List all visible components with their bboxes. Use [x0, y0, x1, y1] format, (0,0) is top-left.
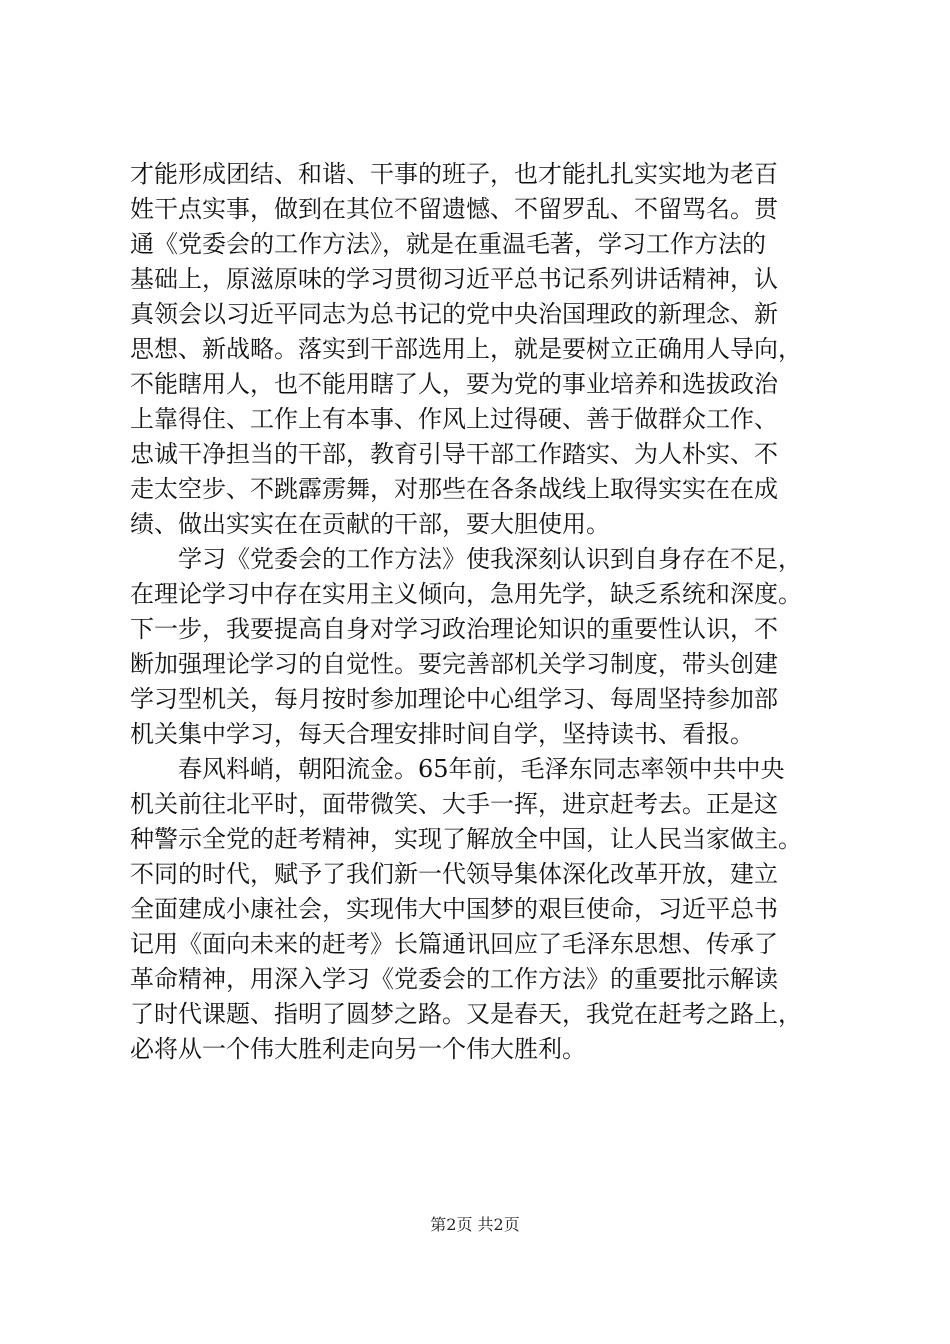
text-line: 上靠得住、工作上有本事、作风上过得硬、善于做群众工作、	[130, 405, 778, 433]
text-line: 走太空步、不跳霹雳舞，对那些在各条战线上取得实实在在成	[130, 475, 778, 503]
text-line: 思想、新战略。落实到干部选用上，就是要树立正确用人导向，	[130, 335, 802, 363]
text-line: 必将从一个伟大胜利走向另一个伟大胜利。	[130, 1035, 586, 1063]
text-line: 不能瞎用人，也不能用瞎了人，要为党的事业培养和选拔政治	[130, 370, 778, 398]
text-line: 忠诚干净担当的干部，教育引导干部工作踏实、为人朴实、不	[130, 440, 778, 468]
text-line: 真领会以习近平同志为总书记的党中央治国理政的新理念、新	[130, 300, 778, 328]
text-line: 机关前往北平时，面带微笑、大手一挥，进京赶考去。正是这	[130, 790, 778, 818]
text-line: 记用《面向未来的赶考》长篇通讯回应了毛泽东思想、传承了	[130, 930, 778, 958]
text-line: 不同的时代，赋予了我们新一代领导集体深化改革开放，建立	[130, 860, 778, 888]
text-line: 在理论学习中存在实用主义倾向，急用先学，缺乏系统和深度。	[130, 580, 802, 608]
page-footer: 第2页 共2页	[430, 1215, 520, 1234]
text-line: 基础上，原滋原味的学习贯彻习近平总书记系列讲话精神，认	[130, 265, 778, 293]
text-line: 断加强理论学习的自觉性。要完善部机关学习制度，带头创建	[130, 650, 778, 678]
text-line: 全面建成小康社会，实现伟大中国梦的艰巨使命，习近平总书	[130, 895, 778, 923]
text-line: 才能形成团结、和谐、干事的班子，也才能扎扎实实地为老百	[130, 160, 778, 188]
text-line: 了时代课题、指明了圆梦之路。又是春天，我党在赶考之路上，	[130, 1000, 802, 1028]
text-line: 学习型机关，每月按时参加理论中心组学习、每周坚持参加部	[130, 685, 778, 713]
paragraph-start-line: 学习《党委会的工作方法》使我深刻认识到自身存在不足，	[178, 545, 802, 573]
text-line: 绩、做出实实在在贡献的干部，要大胆使用。	[130, 510, 610, 538]
text-line: 姓干点实事，做到在其位不留遗憾、不留罗乱、不留骂名。贯	[130, 195, 778, 223]
paragraph-start-line: 春风料峭，朝阳流金。65年前，毛泽东同志率领中共中央	[178, 755, 785, 783]
text-line: 种警示全党的赶考精神，实现了解放全中国，让人民当家做主。	[130, 825, 802, 853]
text-line: 通《党委会的工作方法》，就是在重温毛著，学习工作方法的	[130, 230, 766, 258]
document-body	[130, 157, 830, 1067]
text-line: 下一步，我要提高自身对学习政治理论知识的重要性认识，不	[130, 615, 778, 643]
text-line: 革命精神，用深入学习《党委会的工作方法》的重要批示解读	[130, 965, 778, 993]
text-line: 机关集中学习，每天合理安排时间自学，坚持读书、看报。	[130, 720, 754, 748]
